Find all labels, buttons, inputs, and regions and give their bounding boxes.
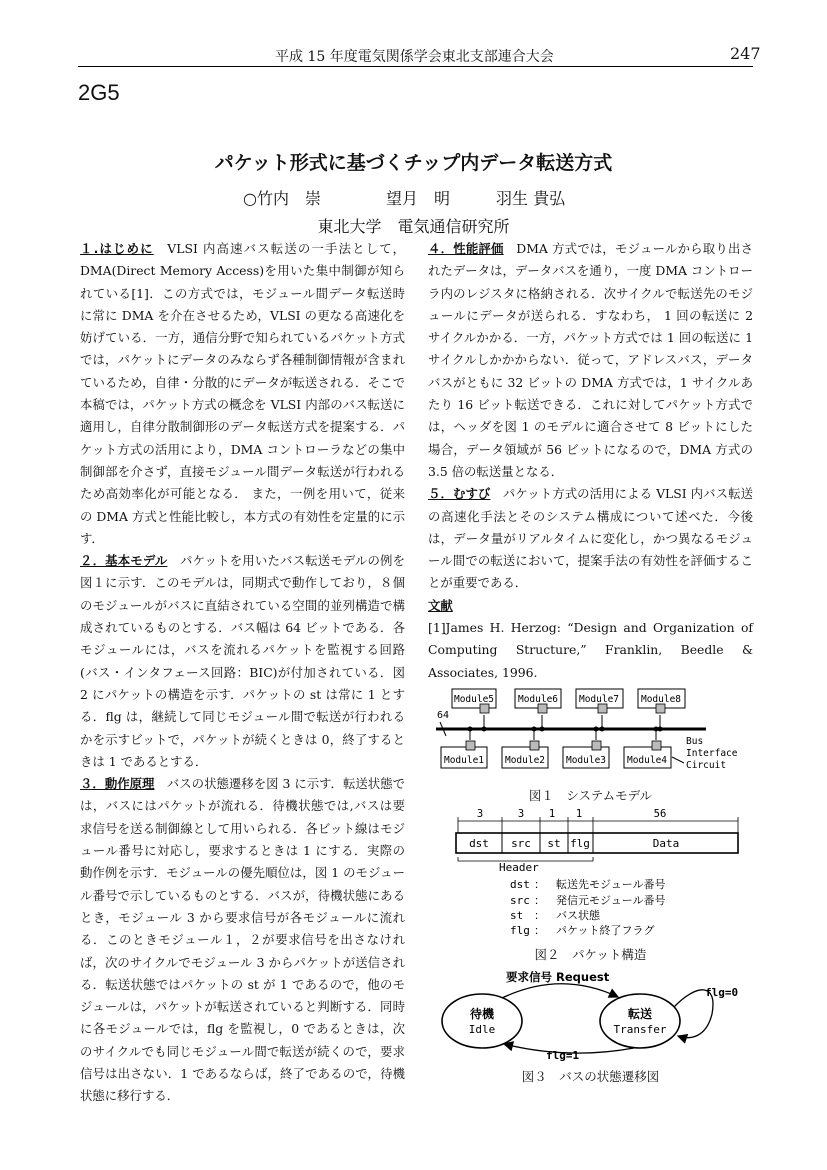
header-label: Header: [499, 861, 539, 874]
section-evaluation: [428, 238, 753, 483]
field-label: flg: [570, 837, 590, 850]
affiliation: 東北大学 電気通信研究所: [317, 217, 510, 236]
author-1: ○竹内 崇: [243, 189, 321, 208]
section-operation: [80, 773, 405, 1107]
bit-width-label: 56: [653, 808, 667, 820]
request-label: 要求信号 Request: [506, 970, 610, 984]
figure-3-caption: 図３ バスの状態遷移図: [521, 1069, 660, 1084]
legend-desc: 転送先モジュール番号: [556, 878, 666, 891]
section-text: DMA 方式では，モジュールから取り出されたデータは，データバスを通り，一度 DMA コントローラ内のレジスタに格納される．次サイクルで転送先のモジュールにデータが送られる．すなわち， 1 回の転送に 2 サイクルかかる．一方，パケット方式では 1 回の転送に 1 サイクルしかかからない．従って，アドレスバス，データバスがともに 32 ビットの DMA 方式では，1 サイクルあたり 16 ビット転送できる．これに対してパケット方式では，ヘッダを図 1 のモデルに適合させて 8 ビットにした場合，データ領域が 56 ビットになるので，DMA 方式の 3.5 倍の転送量となる．: [428, 241, 754, 479]
reference-1: [428, 617, 753, 684]
request-arrow: [502, 984, 618, 998]
bus-node: [532, 727, 537, 732]
legend-sep: ：: [534, 894, 545, 907]
legend-key: st: [510, 909, 524, 922]
module-label: Module4: [626, 755, 668, 766]
bic-box: [598, 704, 607, 713]
page-number: 247: [730, 44, 761, 63]
module-label: Module8: [640, 694, 682, 705]
section-references: [428, 595, 753, 617]
header-rule: [78, 66, 753, 67]
figure-2-caption: 図２ パケット構造: [534, 947, 647, 962]
section-text: バスの状態遷移を図 3 に示す．転送状態では，バスにはパケットが流れる．待機状態では,バスは要求信号を送る制御線として用いられる．各ビット線はモジュール番号に対応し，要求するときは 1 にする．実際の動作例を示す．モジュールの優先順位は，図 1 のモジュール番号で示しているものとする．バスが，待機状態にあるとき，モジュール 3 から要求信号が各モジュールに流れる．このときモジュール１，２が要求信号を出さなければ，次のサイクルでモジュール 3 からパケットが送信される．転送状態ではパケットの st が 1 であるので，他のモジュールは，パケットが転送されていると判断する．同時に各モジュールでは，flg を監視し，0 であるときは，次のサイクルでも同じモジュール間で転送が続くので，要求信号は出さない．1 であるならば，終了であるので，待機状態に移行する．: [80, 776, 405, 1104]
packet-structure-diagram: [428, 805, 753, 940]
state-idle-en: Idle: [468, 1023, 496, 1036]
module-label: Module1: [443, 755, 485, 766]
left-column: [80, 238, 405, 1108]
module-label: Module6: [517, 694, 559, 705]
bit-width-label: 1: [548, 808, 556, 820]
bic-box: [656, 704, 665, 713]
right-column: [428, 238, 753, 684]
section-basic-model: [80, 550, 405, 773]
state-idle-jp: 待機: [469, 1007, 495, 1021]
section-intro: [80, 238, 405, 550]
bic-label: Circuit: [686, 760, 727, 771]
section-conclusion: [428, 483, 753, 594]
bus-node: [468, 727, 473, 732]
field-label: src: [511, 837, 531, 850]
bic-box: [652, 741, 661, 750]
field-label: dst: [469, 837, 489, 850]
legend-key: dst: [510, 878, 530, 891]
bit-width-label: 3: [517, 808, 525, 820]
legend-sep: ：: [534, 924, 545, 937]
state-idle: [442, 994, 522, 1048]
bic-box: [592, 741, 601, 750]
bus-node: [594, 727, 599, 732]
legend-key: src: [510, 894, 530, 907]
figure-1: [428, 685, 753, 805]
module-label: Module3: [565, 755, 607, 766]
section-heading: ４．性能評価: [428, 241, 504, 256]
reference-text: [1]James H. Herzog: “Design and Organization of Computing Structure,” Franklin, Beedle & Associates, 1996.: [428, 620, 753, 680]
bus-node: [482, 727, 487, 732]
field-label: st: [547, 837, 561, 850]
module-label: Module5: [453, 694, 495, 705]
bic-box: [466, 741, 475, 750]
legend-key: flg: [510, 924, 530, 937]
module-label: Module2: [504, 755, 546, 766]
bic-box: [538, 704, 547, 713]
paper-code: 2G5: [78, 80, 120, 105]
legend-sep: ：: [534, 909, 545, 922]
state-transfer: [600, 994, 680, 1048]
state-transfer-en: Transfer: [613, 1023, 667, 1036]
section-heading: 文献: [428, 597, 453, 613]
bus-node: [600, 727, 605, 732]
paper-title: パケット形式に基づくチップ内データ転送方式: [214, 152, 613, 174]
author-2: 望月 明: [386, 189, 451, 208]
figure-1-caption: 図１ システムモデル: [528, 788, 653, 803]
legend-desc: 発信元モジュール番号: [556, 894, 666, 907]
bit-width-label: 1: [575, 808, 583, 820]
bus-node: [540, 727, 545, 732]
legend-desc: バス状態: [556, 909, 600, 922]
section-heading: ２．基本モデル: [80, 553, 168, 569]
legend-desc: パケット終了フラグ: [556, 924, 655, 937]
system-model-diagram: [428, 685, 753, 785]
bic-box: [480, 704, 489, 713]
section-heading: ５．むすび: [428, 486, 491, 502]
section-text: パケットを用いたバス転送モデルの例を図１に示す．このモデルは，同期式で動作しており，８個のモジュールがバスに直結されている空間的並列構造で構成されているものとする．バス幅は 64 ビットである．各モジュールには，バスを流れるパケットを監視する回路(バス・インタフェース回路：BIC)が付加されている．図 2 にパケットの構造を示す．パケットの st は常に 1 とする．flg は，継続して同じモジュール間で転送が行われるかを示すビットで，パケットが続くときは 0，終了するときは 1 であるとする．: [80, 553, 405, 769]
module-label: Module7: [578, 694, 620, 705]
legend-sep: ：: [534, 878, 545, 891]
state-transfer-jp: 転送: [627, 1007, 653, 1021]
section-heading: １.はじめに: [80, 241, 154, 256]
loop-label: flg=0: [705, 986, 739, 999]
state-transition-diagram: [428, 966, 753, 1064]
bus-node: [658, 727, 663, 732]
author-3: 羽生 貴弘: [496, 189, 566, 208]
section-text: VLSI 内高速バス転送の一手法として，DMA(Direct Memory Access)を用いた集中制御が知られている[1]．この方式では，モジュール間データ転送時に常に DMA を介在させるため，VLSI の更なる高速化を妨げている．一方，通信分野で知られているパケット方式では，パケットにデータのみならず各種制御情報が含まれているため，自律・分散的にデータが転送される．そこで本稿では，パケット方式の概念を VLSI 内部のバス転送に適用し，自律分散制御形のデータ転送方式を提案する．パケット方式の活用により，DMA コントローラなどの集中制御部を介さず，直接モジュール間データ転送が行われるため高効率化が可能となる． また，一例を用いて，従来の DMA 方式と性能比較し，本方式の有効性を定量的に示す．: [80, 241, 406, 546]
packet-box: [456, 833, 738, 853]
bit-width-label: 3: [476, 808, 484, 820]
bic-label: Interface: [686, 748, 738, 759]
figure-2: [428, 805, 753, 965]
return-label: flg=1: [546, 1049, 580, 1062]
bic-label: Bus: [686, 736, 704, 747]
conference-header: 平成 15 年度電気関係学会東北支部連合大会: [275, 49, 554, 65]
section-text: パケット方式の活用による VLSI 内バス転送の高速化手法とそのシステム構成について述べた．今後は，データ量がリアルタイムに変化し，かつ異なるモジュール間での転送において，提案手法の有効性を評価することが重要である．: [428, 486, 754, 591]
field-label: Data: [652, 837, 680, 850]
figure-3: [428, 966, 753, 1086]
bus-width-label: 64: [437, 710, 450, 721]
bic-box: [530, 741, 539, 750]
section-heading: ３．動作原理: [80, 776, 155, 792]
